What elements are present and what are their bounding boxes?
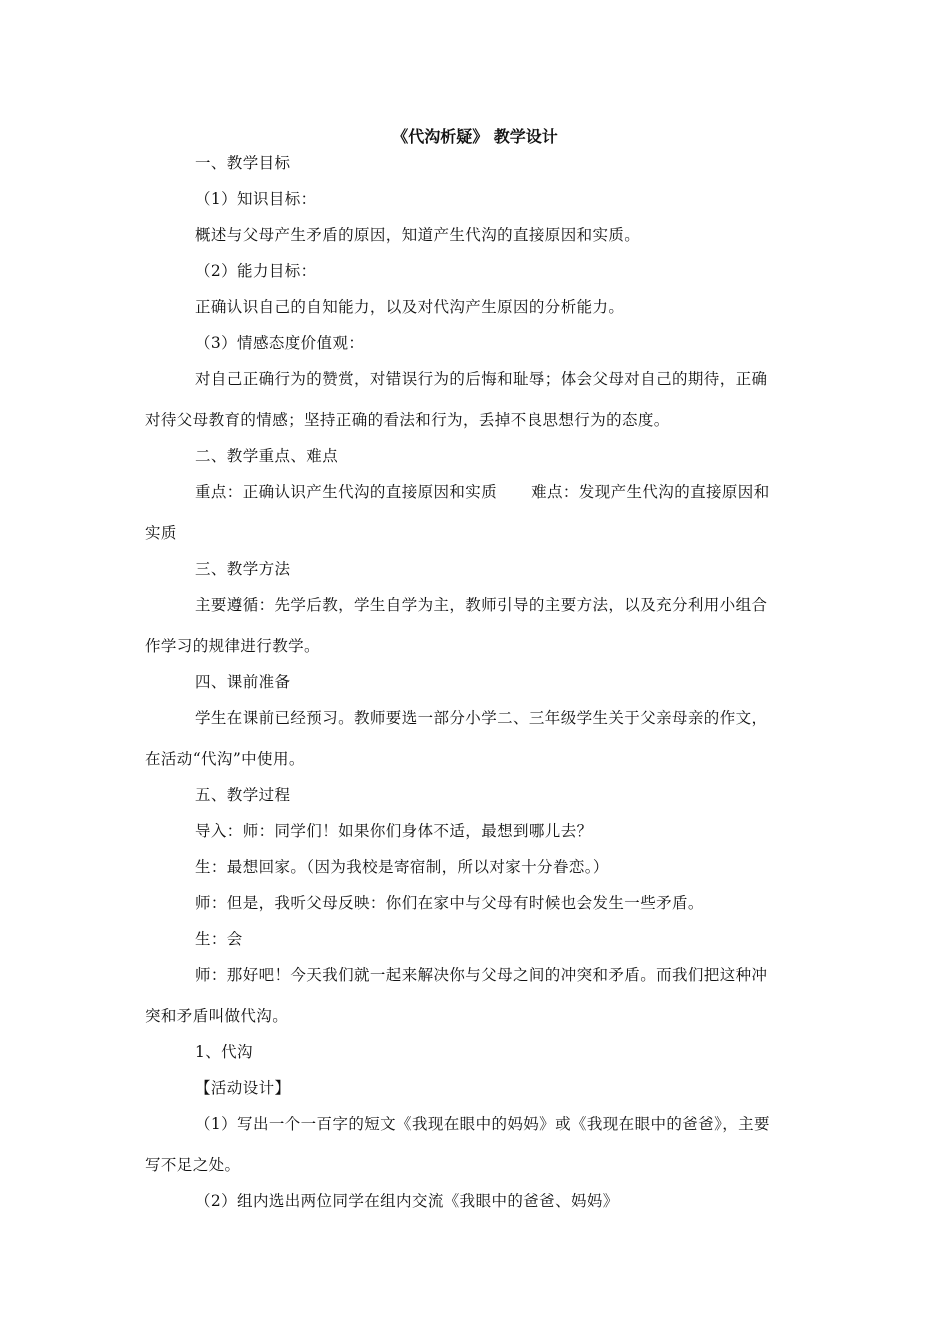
paragraph-line: 在活动“代沟”中使用。 xyxy=(145,750,305,768)
document-title: 《代沟析疑》 教学设计 xyxy=(392,127,558,146)
paragraph-line: 学生在课前已经预习。教师要选一部分小学二、三年级学生关于父亲母亲的作文， xyxy=(195,709,768,727)
paragraph-line: 师：那好吧！今天我们就一起来解决你与父母之间的冲突和矛盾。而我们把这种冲 xyxy=(195,966,768,984)
paragraph-line: 作学习的规律进行教学。 xyxy=(145,637,320,655)
paragraph-line: 对待父母教育的情感；坚持正确的看法和行为，丢掉不良思想行为的态度。 xyxy=(145,411,670,429)
activity-heading: 【活动设计】 xyxy=(195,1079,291,1097)
paragraph-line: 主要遵循：先学后教，学生自学为主，教师引导的主要方法，以及充分利用小组合 xyxy=(195,596,768,614)
section-heading-process: 五、教学过程 xyxy=(195,786,291,804)
paragraph-line: （2）组内选出两位同学在组内交流《我眼中的爸爸、妈妈》 xyxy=(195,1192,619,1210)
paragraph-line: 对自己正确行为的赞赏，对错误行为的后悔和耻辱；体会父母对自己的期待，正确 xyxy=(195,370,768,388)
paragraph-line: 生：会 xyxy=(195,930,243,948)
subheading-knowledge: （1）知识目标： xyxy=(195,190,317,208)
subheading-ability: （2）能力目标： xyxy=(195,262,317,280)
section-heading-methods: 三、教学方法 xyxy=(195,560,291,578)
paragraph-line xyxy=(195,482,770,502)
difficulty-text: 难点：发现产生代沟的直接原因和 xyxy=(531,483,770,501)
paragraph-line: 师：但是，我听父母反映：你们在家中与父母有时候也会发生一些矛盾。 xyxy=(195,894,704,912)
paragraph-line: 概述与父母产生矛盾的原因，知道产生代沟的直接原因和实质。 xyxy=(195,226,641,244)
paragraph-line: 突和矛盾叫做代沟。 xyxy=(145,1007,289,1025)
subheading-emotion: （3）情感态度价值观： xyxy=(195,334,365,352)
section-heading-preparation: 四、课前准备 xyxy=(195,673,291,691)
section-heading-objectives: 一、教学目标 xyxy=(195,154,291,172)
paragraph-line: 写不足之处。 xyxy=(145,1156,241,1174)
paragraph-line: 导入：师：同学们！如果你们身体不适，最想到哪儿去？ xyxy=(195,822,593,840)
paragraph-line: 实质 xyxy=(145,524,177,542)
paragraph-line: （1）写出一个一百字的短文《我现在眼中的妈妈》或《我现在眼中的爸爸》，主要 xyxy=(195,1115,770,1133)
paragraph-line: 生：最想回家。（因为我校是寄宿制，所以对家十分眷恋。） xyxy=(195,858,609,876)
subsection-heading-generation-gap: 1、代沟 xyxy=(195,1043,253,1061)
paragraph-line: 正确认识自己的自知能力，以及对代沟产生原因的分析能力。 xyxy=(195,298,625,316)
key-point-text: 重点：正确认识产生代沟的直接原因和实质 xyxy=(195,483,498,501)
section-heading-key-points: 二、教学重点、难点 xyxy=(195,447,339,465)
